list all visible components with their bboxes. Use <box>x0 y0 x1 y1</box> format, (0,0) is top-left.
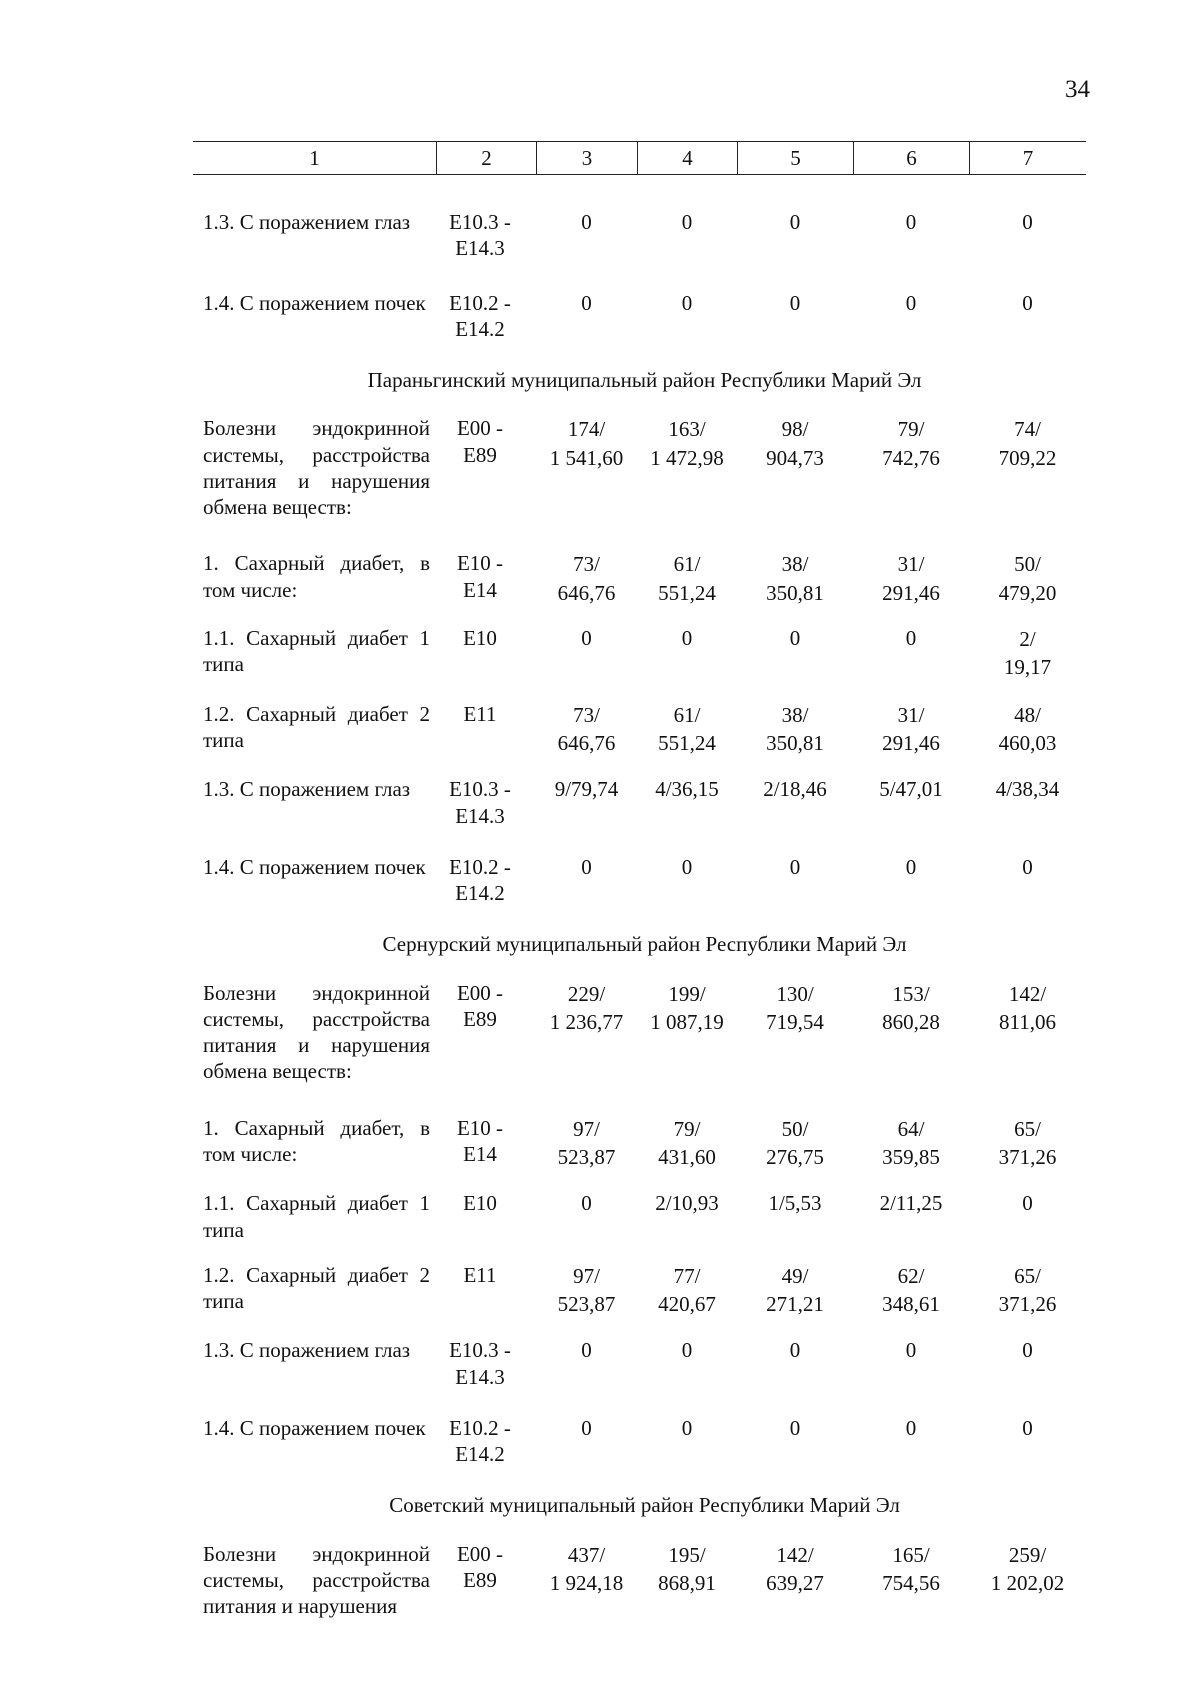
icd-code: E10.2 - E14.2 <box>449 1415 511 1467</box>
column-header: 6 <box>853 142 969 174</box>
icd-code: E10.2 - E14.2 <box>449 290 511 341</box>
cell-value: 0 <box>681 854 693 879</box>
cell-value: 79/ 742,76 <box>882 417 940 470</box>
section-title: Параньгинский муниципальный район Республики Марий Эл <box>367 368 922 392</box>
cell-value: 4/38,34 <box>995 777 1060 802</box>
table-row <box>193 1115 1086 1172</box>
column-header: 1 <box>309 145 320 170</box>
column-header: 7 <box>969 142 1086 174</box>
cell-value: 31/ 291,46 <box>882 702 940 755</box>
cell-value: 0 <box>681 210 693 234</box>
table-row <box>193 1190 1086 1243</box>
page-number: 34 <box>1065 76 1090 103</box>
row-label: 1.4. С поражением почек <box>203 1415 426 1440</box>
icd-code: E10 <box>463 1191 497 1216</box>
table-row <box>193 854 1086 907</box>
row-label: 1.2. Сахарный диабет 2 типа <box>203 1262 430 1313</box>
icd-code: E11 <box>463 1262 497 1287</box>
cell-value: 97/ 523,87 <box>557 1116 616 1169</box>
cell-value: 0 <box>581 1415 592 1440</box>
cell-value: 0 <box>789 625 801 650</box>
table-row <box>193 1415 1086 1468</box>
cell-value: 0 <box>789 1415 801 1440</box>
row-label: 1.1. Сахарный диабет 1 типа <box>203 625 430 677</box>
cell-value: 0 <box>581 1338 592 1363</box>
table-row <box>193 1541 1086 1620</box>
cell-value: 73/ 646,76 <box>557 702 616 755</box>
icd-code: E10.3 - E14.3 <box>449 777 511 828</box>
table-header-row <box>193 141 1086 175</box>
cell-value: 0 <box>905 1415 917 1440</box>
cell-value: 48/ 460,03 <box>998 702 1057 755</box>
cell-value: 0 <box>1022 1338 1033 1363</box>
cell-value: 0 <box>789 210 801 234</box>
row-label: 1.3. С поражением глаз <box>203 1338 411 1363</box>
cell-value: 0 <box>581 1191 592 1216</box>
cell-value: 2/ 19,17 <box>1003 626 1052 680</box>
cell-value: 2/18,46 <box>763 777 827 802</box>
icd-code: E10 - E14 <box>456 1115 504 1166</box>
cell-value: 130/ 719,54 <box>766 981 824 1034</box>
cell-value: 259/ 1 202,02 <box>990 1542 1065 1596</box>
cell-value: 0 <box>905 210 917 234</box>
cell-value: 0 <box>1022 854 1033 879</box>
cell-value: 62/ 348,61 <box>882 1263 940 1317</box>
cell-value: 1/5,53 <box>768 1191 822 1216</box>
icd-code: E11 <box>463 701 497 726</box>
cell-value: 0 <box>681 290 693 315</box>
cell-value: 74/ 709,22 <box>998 417 1057 470</box>
column-header: 2 <box>436 142 536 174</box>
row-label: 1.4. С поражением почек <box>203 854 426 879</box>
cell-value: 98/ 904,73 <box>766 417 824 470</box>
cell-value: 9/79,74 <box>554 777 619 802</box>
table-row <box>193 776 1086 829</box>
cell-value: 165/ 754,56 <box>882 1542 940 1596</box>
icd-code: E00 - E89 <box>456 980 504 1031</box>
cell-value: 174/ 1 541,60 <box>549 417 624 470</box>
cell-value: 64/ 359,85 <box>882 1116 940 1169</box>
cell-value: 142/ 639,27 <box>766 1542 824 1596</box>
icd-code: E10.2 - E14.2 <box>449 854 511 906</box>
cell-value: 0 <box>1022 1191 1033 1216</box>
column-header: 3 <box>536 142 637 174</box>
column-header: 4 <box>637 142 737 174</box>
row-label: 1.4. С поражением почек <box>203 290 426 315</box>
icd-code: E10 <box>463 625 497 650</box>
cell-value: 61/ 551,24 <box>658 702 716 755</box>
cell-value: 0 <box>789 1338 801 1363</box>
row-label: Болезни эндокринной системы, расстройства питания и нарушения обмена веществ: <box>203 980 430 1084</box>
cell-value: 73/ 646,76 <box>557 552 616 605</box>
cell-value: 50/ 276,75 <box>766 1116 824 1169</box>
row-label: 1.3. С поражением глаз <box>203 210 411 234</box>
row-label: 1.2. Сахарный диабет 2 типа <box>203 701 430 752</box>
cell-value: 153/ 860,28 <box>882 981 940 1034</box>
cell-value: 50/ 479,20 <box>998 552 1057 605</box>
column-header: 5 <box>737 142 853 174</box>
cell-value: 2/11,25 <box>879 1191 943 1216</box>
cell-value: 4/36,15 <box>655 777 719 802</box>
cell-value: 0 <box>1022 290 1033 315</box>
cell-value: 97/ 523,87 <box>557 1263 616 1317</box>
icd-code: E10.3 - E14.3 <box>449 1338 511 1389</box>
cell-value: 79/ 431,60 <box>658 1116 716 1169</box>
cell-value: 0 <box>789 854 801 879</box>
table-body <box>193 209 1086 1619</box>
table-row <box>193 1262 1086 1319</box>
cell-value: 0 <box>581 625 592 650</box>
row-label: 1. Сахарный диабет, в том числе: <box>203 551 430 602</box>
cell-value: 5/47,01 <box>879 777 943 802</box>
cell-value: 0 <box>681 1415 693 1440</box>
cell-value: 49/ 271,21 <box>766 1263 824 1317</box>
cell-value: 229/ 1 236,77 <box>549 981 624 1034</box>
table-row <box>193 415 1086 520</box>
cell-value: 0 <box>681 1338 693 1363</box>
section-title: Советский муниципальный район Республики Марий Эл <box>389 1493 900 1518</box>
row-label: Болезни эндокринной системы, расстройства питания и нарушения обмена веществ: <box>203 416 430 519</box>
table-row <box>193 550 1086 607</box>
cell-value: 0 <box>905 625 917 650</box>
cell-value: 163/ 1 472,98 <box>650 417 724 470</box>
icd-code: E00 - E89 <box>456 1541 504 1592</box>
table-row <box>193 1337 1086 1390</box>
cell-value: 0 <box>581 210 592 234</box>
cell-value: 437/ 1 924,18 <box>549 1542 624 1596</box>
icd-code: E10 - E14 <box>456 551 504 602</box>
table-row <box>193 701 1086 758</box>
cell-value: 61/ 551,24 <box>658 552 716 605</box>
row-label: Болезни эндокринной системы, расстройства питания и нарушения <box>203 1541 430 1619</box>
cell-value: 0 <box>905 854 917 879</box>
statistics-table <box>193 141 1086 1619</box>
section-title: Сернурский муниципальный район Республики Марий Эл <box>382 932 907 957</box>
cell-value: 199/ 1 087,19 <box>650 981 724 1034</box>
icd-code: E00 - E89 <box>456 416 504 467</box>
table-row <box>193 980 1086 1085</box>
cell-value: 65/ 371,26 <box>998 1263 1057 1317</box>
cell-value: 0 <box>905 290 917 315</box>
cell-value: 0 <box>1022 210 1033 234</box>
cell-value: 2/10,93 <box>655 1191 719 1216</box>
cell-value: 0 <box>789 290 801 315</box>
cell-value: 0 <box>1022 1415 1033 1440</box>
table-row <box>193 290 1086 343</box>
cell-value: 65/ 371,26 <box>998 1116 1057 1169</box>
cell-value: 38/ 350,81 <box>766 552 824 605</box>
row-label: 1. Сахарный диабет, в том числе: <box>203 1115 430 1166</box>
icd-code: E10.3 - E14.3 <box>449 210 511 261</box>
cell-value: 31/ 291,46 <box>882 552 940 605</box>
cell-value: 0 <box>905 1338 917 1363</box>
cell-value: 38/ 350,81 <box>766 702 824 755</box>
cell-value: 0 <box>581 290 592 315</box>
cell-value: 195/ 868,91 <box>658 1542 716 1596</box>
row-label: 1.1. Сахарный диабет 1 типа <box>203 1191 430 1242</box>
table-row <box>193 625 1086 682</box>
cell-value: 142/ 811,06 <box>999 981 1056 1034</box>
row-label: 1.3. С поражением глаз <box>203 777 411 802</box>
cell-value: 0 <box>581 854 592 879</box>
cell-value: 77/ 420,67 <box>658 1263 716 1317</box>
table-row <box>193 209 1086 262</box>
cell-value: 0 <box>681 625 693 650</box>
